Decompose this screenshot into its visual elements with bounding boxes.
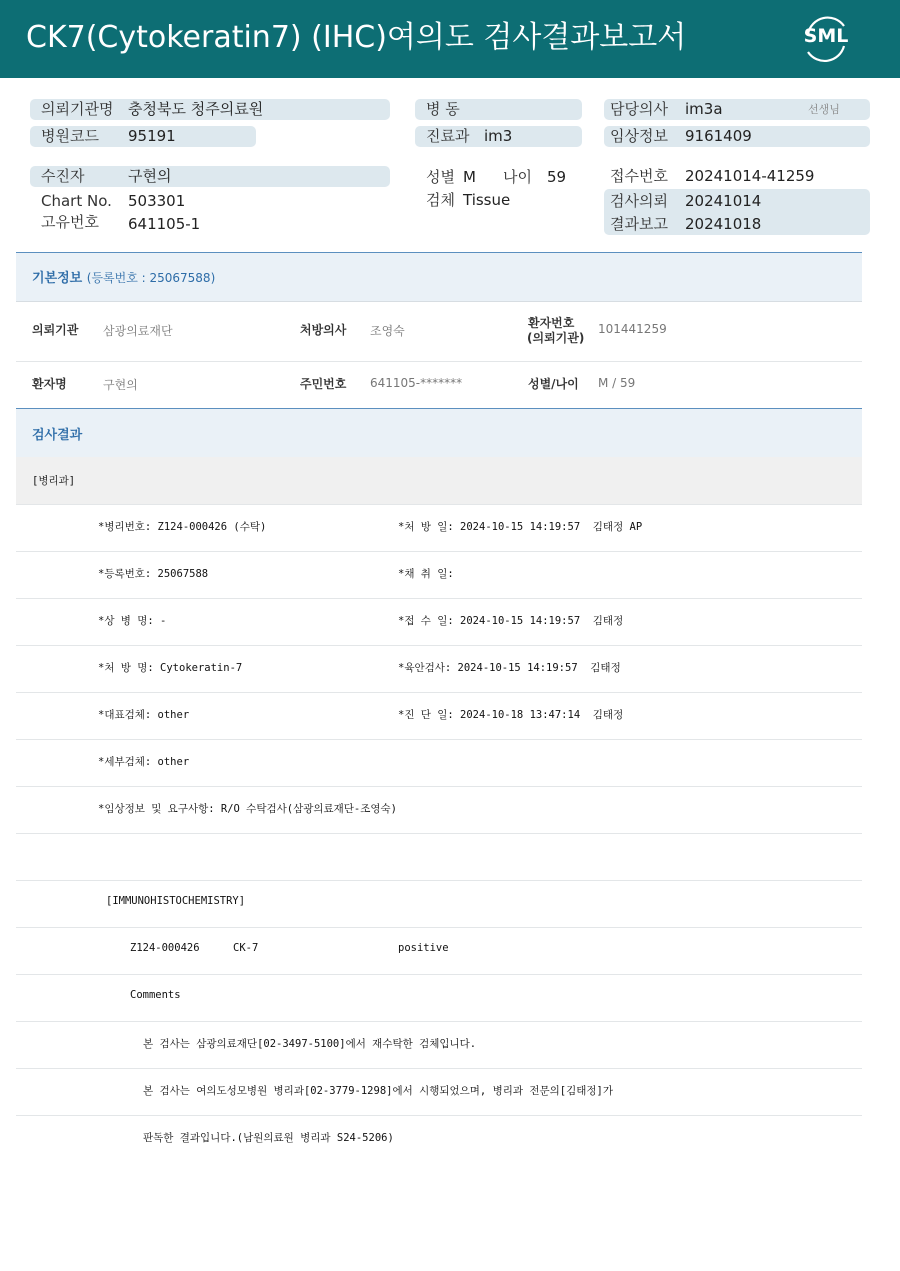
doctor-value: im3a: [685, 100, 723, 118]
chart-value: 503301: [128, 192, 186, 210]
separator: [16, 692, 862, 693]
comments-label: Comments: [130, 989, 181, 1001]
age-label: 나이: [503, 168, 532, 186]
basic-info-title: [32, 267, 215, 286]
specimen-label: 검체: [426, 191, 455, 209]
ihc-heading: [IMMUNOHISTOCHEMISTRY]: [106, 895, 246, 907]
detail-specimen: *세부검체: other: [98, 756, 190, 768]
report-title: CK7(Cytokeratin7) (IHC)여의도 검사결과보고서: [26, 20, 687, 55]
chart-label: Chart No.: [41, 192, 112, 210]
separator: [16, 1021, 862, 1022]
name-value: 구현의: [103, 378, 138, 392]
ihc-marker: CK-7: [233, 942, 259, 954]
separator: [16, 1115, 862, 1116]
separator: [16, 551, 862, 552]
dept-bar: [16, 457, 862, 505]
accession-value: 20241014-41259: [685, 167, 815, 185]
hosp-code-value: 95191: [128, 127, 176, 145]
request-label: 검사의뢰: [610, 192, 668, 210]
comment-line-1: 본 검사는 삼광의료재단[02-3497-5100]에서 재수탁한 검체입니다.: [143, 1038, 477, 1050]
unique-value: 641105-1: [128, 215, 201, 233]
gross-exam: *육안검사: 2024-10-15 14:19:57 김태정: [398, 662, 621, 674]
representative-specimen: *대표검체: other: [98, 709, 190, 721]
clinical-request: *임상정보 및 요구사항: R/O 수탁검사(삼광의료재단-조영숙): [98, 803, 398, 815]
collection-date: *채 취 일:: [398, 568, 454, 580]
separator: [16, 974, 862, 975]
sexage-label: 성별/나이: [528, 377, 579, 391]
presc-label: 처방의사: [300, 323, 347, 337]
logo-text: SML: [803, 25, 849, 47]
separator: [16, 1068, 862, 1069]
basic-info-title-text: 기본정보: [32, 271, 83, 286]
comment-line-3: 판독한 결과입니다.(남원의료원 병리과 S24-5206): [143, 1132, 394, 1144]
doctor-label: 담당의사: [610, 100, 668, 118]
sex-label: 성별: [426, 168, 455, 186]
patient-value: 구현의: [128, 167, 172, 185]
sex-value: M: [463, 168, 476, 186]
diagnosis-name: *상 병 명: -: [98, 615, 167, 627]
dept-value: im3: [484, 127, 513, 145]
hosp-code-label: 병원코드: [41, 127, 99, 145]
diagnosis-date: *진 단 일: 2024-10-18 13:47:14 김태정: [398, 709, 624, 721]
accession-label: 접수번호: [610, 167, 668, 185]
sml-logo: [798, 12, 854, 66]
ward-label: 병 동: [426, 100, 460, 118]
presc-value: 조영숙: [370, 324, 405, 338]
inst-label: 의뢰기관: [32, 323, 79, 337]
request-value: 20241014: [685, 192, 762, 210]
separator: [16, 880, 862, 881]
separator: [16, 927, 862, 928]
rrn-label: 주민번호: [300, 377, 347, 391]
ihc-case-number: Z124-000426: [130, 942, 200, 954]
separator: [16, 739, 862, 740]
dept-heading: [병리과]: [32, 475, 76, 487]
inst-value: 삼광의료재단: [103, 324, 173, 338]
separator: [16, 598, 862, 599]
separator: [16, 645, 862, 646]
separator: [16, 833, 862, 834]
pid-value: 101441259: [598, 322, 667, 336]
ihc-result: positive: [398, 942, 449, 954]
pid-label-1: 환자번호: [528, 316, 575, 330]
specimen-value: Tissue: [463, 191, 511, 209]
req-inst-label: 의뢰기관명: [41, 100, 114, 118]
unique-label: 고유번호: [41, 213, 99, 231]
patient-label: 수진자: [41, 167, 85, 185]
sexage-value: M / 59: [598, 376, 636, 390]
rrn-value: 641105-*******: [370, 376, 463, 390]
name-label: 환자명: [32, 377, 67, 391]
req-inst-value: 충청북도 청주의료원: [128, 100, 264, 118]
report-value: 20241018: [685, 215, 762, 233]
report-header: [0, 0, 900, 78]
registration-number: (등록번호 : 25067588): [86, 271, 216, 285]
separator: [16, 786, 862, 787]
doctor-suffix: 선생님: [808, 103, 840, 116]
clinical-label: 임상정보: [610, 127, 668, 145]
pathology-number: *병리번호: Z124-000426 (수탁): [98, 521, 267, 533]
report-label: 결과보고: [610, 215, 668, 233]
age-value: 59: [547, 168, 567, 186]
received-date: *접 수 일: 2024-10-15 14:19:57 김태정: [398, 615, 624, 627]
prescription-date: *처 방 일: 2024-10-15 14:19:57 김태정 AP: [398, 521, 643, 533]
result-header: [16, 408, 862, 458]
pid-label-2: (의뢰기관): [527, 331, 585, 345]
result-title: 검사결과: [32, 428, 83, 443]
registration-no: *등록번호: 25067588: [98, 568, 209, 580]
comment-line-2: 본 검사는 여의도성모병원 병리과[02-3779-1298]에서 시행되었으며, 병리과 전문의[김태정]가: [143, 1085, 613, 1097]
prescription-name: *처 방 명: Cytokeratin-7: [98, 662, 243, 674]
clinical-value: 9161409: [685, 127, 752, 145]
dept-label: 진료과: [426, 127, 470, 145]
